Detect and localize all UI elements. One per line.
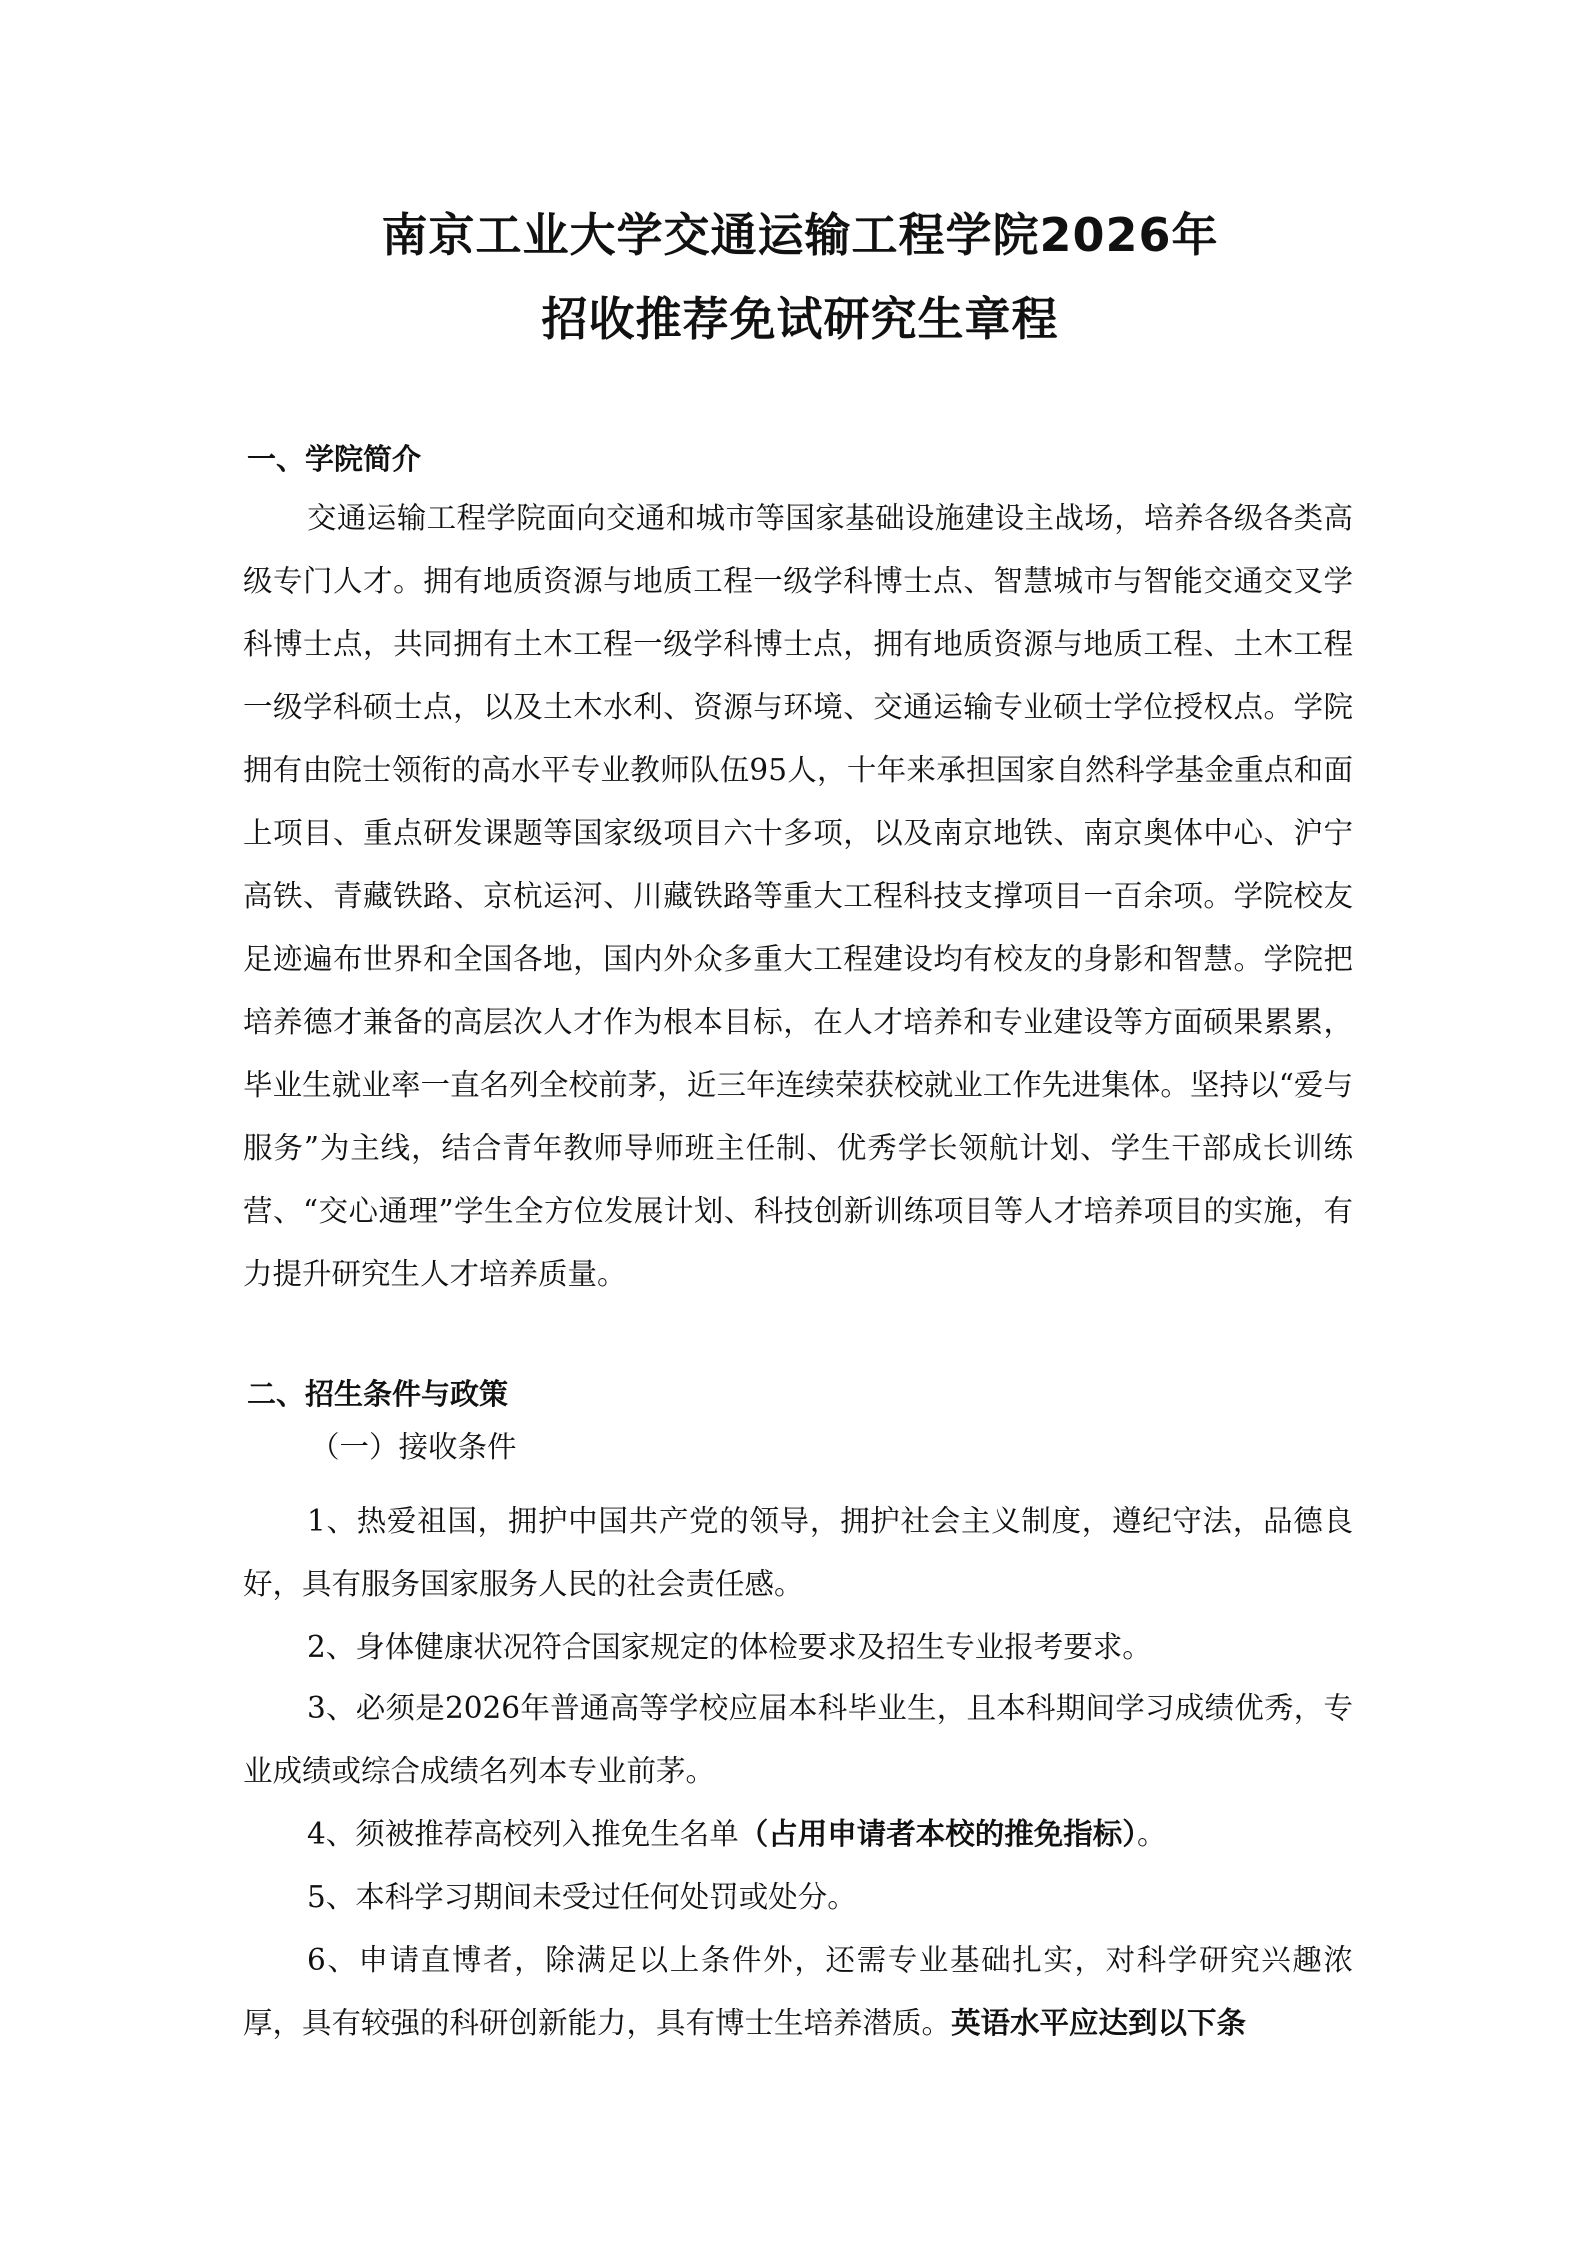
condition-item-5 [243, 1866, 1353, 1929]
section-heading-college-intro: 一、学院简介 [247, 442, 422, 476]
condition-item-1 [243, 1490, 1353, 1616]
subsection-heading-conditions: （一）接收条件 [310, 1430, 517, 1464]
condition-text: 4、须被推荐高校列入推免生名单 [307, 1817, 739, 1851]
condition-item-6 [243, 1929, 1353, 2055]
condition-item-2 [243, 1616, 1353, 1679]
condition-emphasis: （占用申请者本校的推免指标） [738, 1817, 1138, 1851]
document-title-line-1: 南京工业大学交通运输工程学院2026年 [381, 208, 1219, 262]
condition-item-4 [243, 1803, 1353, 1866]
condition-text: 3、必须是2026年普通高等学校应届本科毕业生，且本科期间学习成绩优秀，专业成绩或综合成绩名列本专业前茅。 [243, 1691, 1353, 1788]
college-intro-paragraph: 交通运输工程学院面向交通和城市等国家基础设施建设主战场，培养各级各类高级专门人才。拥有地质资源与地质工程一级学科博士点、智慧城市与智能交通交叉学科博士点，共同拥有土木工程一级学科博士点，拥有地质资源与地质工程、土木工程一级学科硕士点，以及土木水利、资源与环境、交通运输专业硕士学位授权点。学院拥有由院士领衔的高水平专业教师队伍95人，十年来承担国家自然科学基金重点和面上项目、重点研发课题等国家级项目六十多项，以及南京地铁、南京奥体中心、沪宁高铁、青藏铁路、京杭运河、川藏铁路等重大工程科技支撑项目一百余项。学院校友足迹遍布世界和全国各地，国内外众多重大工程建设均有校友的身影和智慧。学院把培养德才兼备的高层次人才作为根本目标，在人才培养和专业建设等方面硕果累累，毕业生就业率一直名列全校前茅，近三年连续荣获校就业工作先进集体。坚持以“爱与服务”为主线，结合青年教师导师班主任制、优秀学长领航计划、学生干部成长训练营、“交心通理”学生全方位发展计划、科技创新训练项目等人才培养项目的实施，有力提升研究生人才培养质量。 [243, 501, 1353, 1291]
condition-text: 6、申请直博者，除满足以上条件外，还需专业基础扎实，对科学研究兴趣浓厚，具有较强的科研创新能力，具有博士生培养潜质。 [243, 1943, 1353, 2040]
condition-text: 5、本科学习期间未受过任何处罚或处分。 [307, 1880, 857, 1914]
section-heading-admission-policy: 二、招生条件与政策 [247, 1377, 509, 1411]
condition-text: 2、身体健康状况符合国家规定的体检要求及招生专业报考要求。 [307, 1630, 1152, 1664]
condition-emphasis: 英语水平应达到以下条 [951, 2006, 1247, 2040]
condition-text-tail: 。 [1137, 1817, 1167, 1851]
condition-text: 1、热爱祖国，拥护中国共产党的领导，拥护社会主义制度，遵纪守法，品德良好，具有服务国家服务人民的社会责任感。 [243, 1504, 1353, 1601]
condition-item-3 [243, 1677, 1353, 1803]
document-title-line-2: 招收推荐免试研究生章程 [541, 292, 1059, 346]
